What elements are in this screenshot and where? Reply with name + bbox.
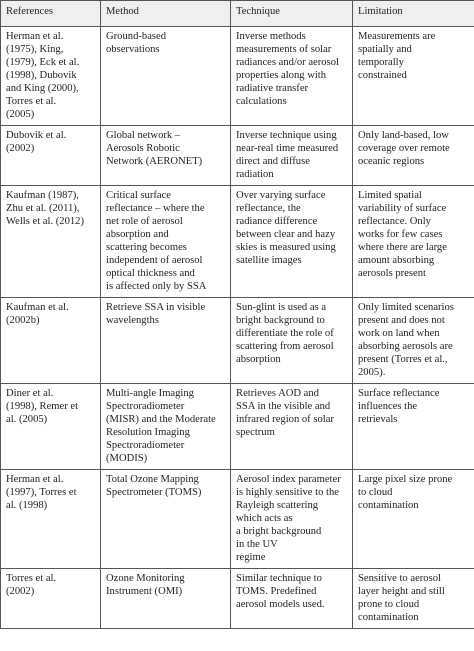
cell-references: Kaufman (1987), Zhu et al. (2011), Wells et al. (2012) [1, 186, 101, 298]
cell-limitation: Only land-based, low coverage over remote oceanic regions [353, 126, 474, 186]
cell-references: Kaufman et al. (2002b) [1, 298, 101, 384]
cell-limitation: Measurements are spatially and temporally constrained [353, 27, 474, 126]
cell-method: Ozone Monitoring Instrument (OMI) [101, 569, 231, 629]
cell-method: Multi-angle Imaging Spectroradiometer (MISR) and the Moderate Resolution Imaging Spectroradiometer (MODIS) [101, 384, 231, 470]
header-limitation: Limitation [353, 1, 474, 27]
cell-references: Herman et al. (1975), King, (1979), Eck et al. (1998), Dubovik and King (2000), Torres et al. (2005) [1, 27, 101, 126]
header-method: Method [101, 1, 231, 27]
cell-references: Dubovik et al. (2002) [1, 126, 101, 186]
table-row [1, 384, 474, 470]
cell-limitation: Large pixel size prone to cloud contamination [353, 470, 474, 569]
cell-method: Retrieve SSA in visible wavelengths [101, 298, 231, 384]
table-row [1, 126, 474, 186]
cell-limitation: Limited spatial variability of surface reflectance. Only works for few cases where there are large amount absorbing aerosols present [353, 186, 474, 298]
cell-references: Diner et al. (1998), Remer et al. (2005) [1, 384, 101, 470]
cell-method: Total Ozone Mapping Spectrometer (TOMS) [101, 470, 231, 569]
cell-limitation: Surface reflectance influences the retrievals [353, 384, 474, 470]
header-technique: Technique [231, 1, 353, 27]
cell-references: Torres et al. (2002) [1, 569, 101, 629]
table-header [1, 1, 474, 27]
cell-technique: Similar technique to TOMS. Predefined aerosol models used. [231, 569, 353, 629]
cell-technique: Sun-glint is used as a bright background to differentiate the role of scattering from aerosol absorption [231, 298, 353, 384]
cell-technique: Over varying surface reflectance, the radiance difference between clear and hazy skies is measured using satellite images [231, 186, 353, 298]
cell-method: Ground-based observations [101, 27, 231, 126]
cell-method: Critical surface reflectance – where the net role of aerosol absorption and scattering becomes independent of aerosol optical thickness and is affected only by SSA [101, 186, 231, 298]
table-row [1, 27, 474, 126]
cell-technique: Inverse methods measurements of solar radiances and/or aerosol properties along with radiative transfer calculations [231, 27, 353, 126]
header-references: References [1, 1, 101, 27]
table-row [1, 186, 474, 298]
cell-technique: Retrieves AOD and SSA in the visible and infrared region of solar spectrum [231, 384, 353, 470]
table-row [1, 470, 474, 569]
cell-method: Global network – Aerosols Robotic Network (AERONET) [101, 126, 231, 186]
table-row [1, 569, 474, 629]
table-row [1, 298, 474, 384]
cell-technique: Inverse technique using near-real time measured direct and diffuse radiation [231, 126, 353, 186]
cell-limitation: Only limited scenarios present and does not work on land when absorbing aerosols are present (Torres et al., 2005). [353, 298, 474, 384]
table-body [1, 27, 474, 629]
cell-technique: Aerosol index parameter is highly sensitive to the Rayleigh scattering which acts as a bright background in the UV regime [231, 470, 353, 569]
cell-references: Herman et al. (1997), Torres et al. (1998) [1, 470, 101, 569]
cell-limitation: Sensitive to aerosol layer height and still prone to cloud contamination [353, 569, 474, 629]
header-row [1, 1, 474, 27]
